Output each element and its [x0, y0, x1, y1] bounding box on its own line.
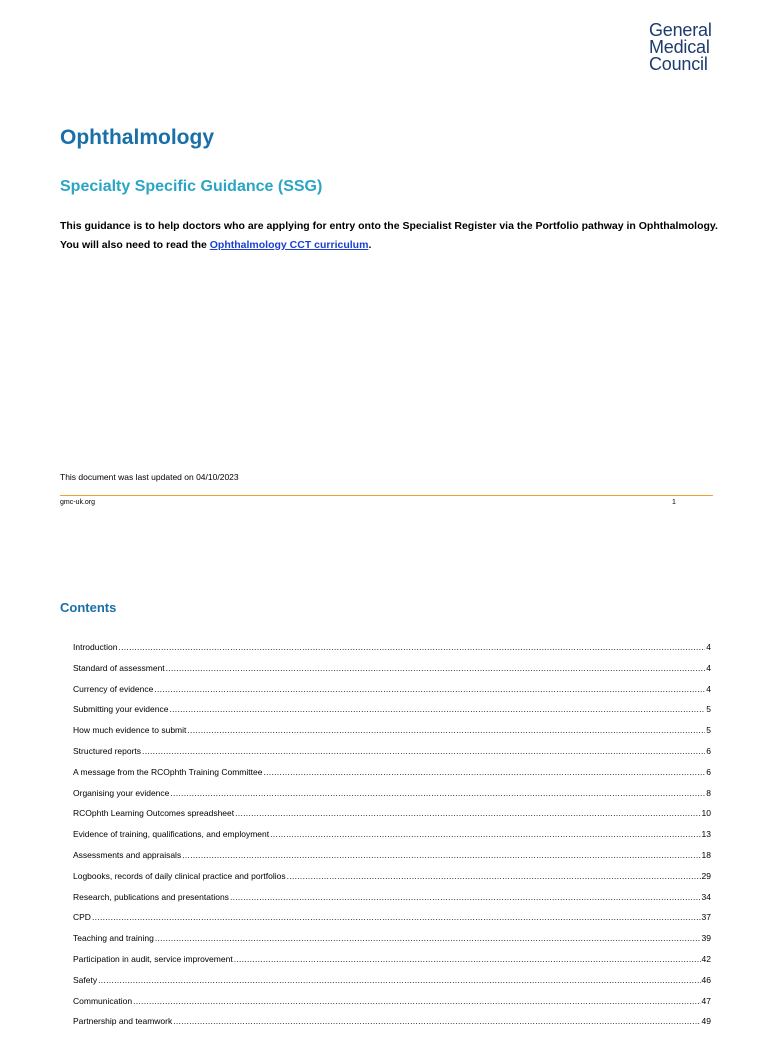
toc-dot-leader [133, 996, 700, 1006]
toc-entry-page: 18 [701, 849, 711, 860]
toc-entry-title: Structured reports [73, 745, 142, 756]
document-subtitle: Specialty Specific Guidance (SSG) [60, 178, 323, 195]
toc-entry-title: How much evidence to submit [73, 725, 187, 736]
intro-line-2 [60, 236, 720, 255]
intro-paragraph [60, 217, 720, 255]
intro-line-2-prefix: You will also need to read the [60, 239, 210, 251]
toc-entry-page: 39 [701, 933, 711, 944]
toc-entry-page: 4 [706, 642, 711, 652]
toc-dot-leader [182, 850, 700, 860]
intro-line-1: This guidance is to help doctors who are applying for entry onto the Specialist Register via the Portfolio pathway in Ophthalmology. [60, 220, 718, 232]
toc-dot-leader [230, 892, 701, 902]
footer-divider [60, 495, 713, 496]
toc-entry-title: Teaching and training [73, 933, 154, 944]
toc-entry-page: 4 [706, 662, 711, 673]
toc-entry-page: 47 [701, 995, 711, 1006]
toc-entry-title: Introduction [73, 642, 118, 652]
toc-entry-title: Research, publications and presentations [73, 891, 229, 902]
toc-entry-title: Communication [73, 995, 133, 1006]
toc-entry[interactable] [73, 954, 711, 975]
toc-entry-title: Partnership and teamwork [73, 1016, 173, 1027]
document-title: Ophthalmology [60, 126, 214, 149]
intro-line-2-suffix: . [368, 239, 372, 251]
toc-entry[interactable] [73, 704, 711, 725]
toc-entry[interactable] [73, 850, 711, 871]
logo-line-2: Medical [649, 37, 710, 57]
toc-entry-title: Evidence of training, qualifications, and employment [73, 829, 270, 840]
toc-dot-leader [187, 725, 705, 735]
toc-entry-page: 29 [701, 870, 711, 881]
toc-dot-leader [270, 829, 700, 839]
table-of-contents [73, 642, 711, 1037]
toc-entry-title: Assessments and appraisals [73, 849, 182, 860]
toc-entry-title: Standard of assessment [73, 662, 165, 673]
toc-dot-leader [169, 704, 705, 714]
toc-dot-leader [173, 1016, 700, 1026]
toc-entry[interactable] [73, 975, 711, 996]
toc-dot-leader [155, 933, 701, 943]
toc-dot-leader [234, 954, 701, 964]
footer-page-number: 1 [672, 499, 676, 506]
toc-entry-page: 5 [706, 704, 711, 715]
logo-line-1: General [649, 20, 712, 40]
toc-entry-page: 8 [706, 787, 711, 798]
toc-entry-title: A message from the RCOphth Training Committee [73, 766, 263, 777]
toc-entry-page: 34 [701, 891, 711, 902]
toc-entry[interactable] [73, 684, 711, 705]
toc-entry[interactable] [73, 788, 711, 809]
toc-dot-leader [98, 975, 700, 985]
toc-entry[interactable] [73, 829, 711, 850]
curriculum-link[interactable]: Ophthalmology CCT curriculum [209, 239, 369, 251]
toc-entry-title: Currency of evidence [73, 683, 154, 694]
toc-entry[interactable] [73, 642, 711, 663]
toc-entry[interactable] [73, 746, 711, 767]
toc-dot-leader [263, 767, 705, 777]
toc-entry-title: CPD [73, 912, 91, 923]
toc-entry-page: 42 [701, 953, 711, 964]
toc-dot-leader [166, 663, 706, 673]
toc-dot-leader [287, 871, 701, 881]
toc-entry-page: 4 [706, 683, 711, 694]
toc-entry[interactable] [73, 996, 711, 1017]
toc-entry-page: 49 [701, 1016, 711, 1027]
toc-entry-page: 10 [701, 808, 711, 819]
toc-entry-page: 6 [706, 766, 711, 777]
toc-entry-title: Participation in audit, service improvement [73, 953, 233, 964]
footer-site: gmc-uk.org [60, 499, 96, 506]
toc-entry-page: 5 [706, 725, 711, 736]
toc-entry-page: 37 [701, 912, 711, 923]
toc-entry-title: RCOphth Learning Outcomes spreadsheet [73, 808, 235, 819]
toc-entry-title: Safety [73, 974, 98, 985]
toc-entry[interactable] [73, 663, 711, 684]
toc-entry-page: 46 [701, 974, 711, 985]
logo-line-3: Council [649, 54, 708, 74]
toc-entry[interactable] [73, 912, 711, 933]
toc-entry[interactable] [73, 725, 711, 746]
last-updated-note: This document was last updated on 04/10/2023 [60, 472, 239, 482]
toc-entry[interactable] [73, 871, 711, 892]
toc-entry[interactable] [73, 933, 711, 954]
gmc-logo [649, 22, 712, 73]
toc-entry[interactable] [73, 1016, 711, 1037]
toc-entry-title: Logbooks, records of daily clinical practice and portfolios [73, 870, 286, 881]
toc-dot-leader [170, 788, 705, 798]
contents-heading: Contents [60, 600, 117, 615]
toc-entry-title: Submitting your evidence [73, 704, 169, 715]
toc-entry-title: Organising your evidence [73, 787, 170, 798]
toc-entry[interactable] [73, 767, 711, 788]
toc-dot-leader [142, 746, 705, 756]
toc-entry-page: 13 [701, 829, 711, 840]
toc-entry[interactable] [73, 808, 711, 829]
toc-dot-leader [118, 642, 705, 652]
toc-dot-leader [235, 808, 700, 818]
toc-dot-leader [92, 912, 701, 922]
toc-entry-page: 6 [706, 745, 711, 756]
toc-dot-leader [154, 684, 705, 694]
toc-entry[interactable] [73, 892, 711, 913]
